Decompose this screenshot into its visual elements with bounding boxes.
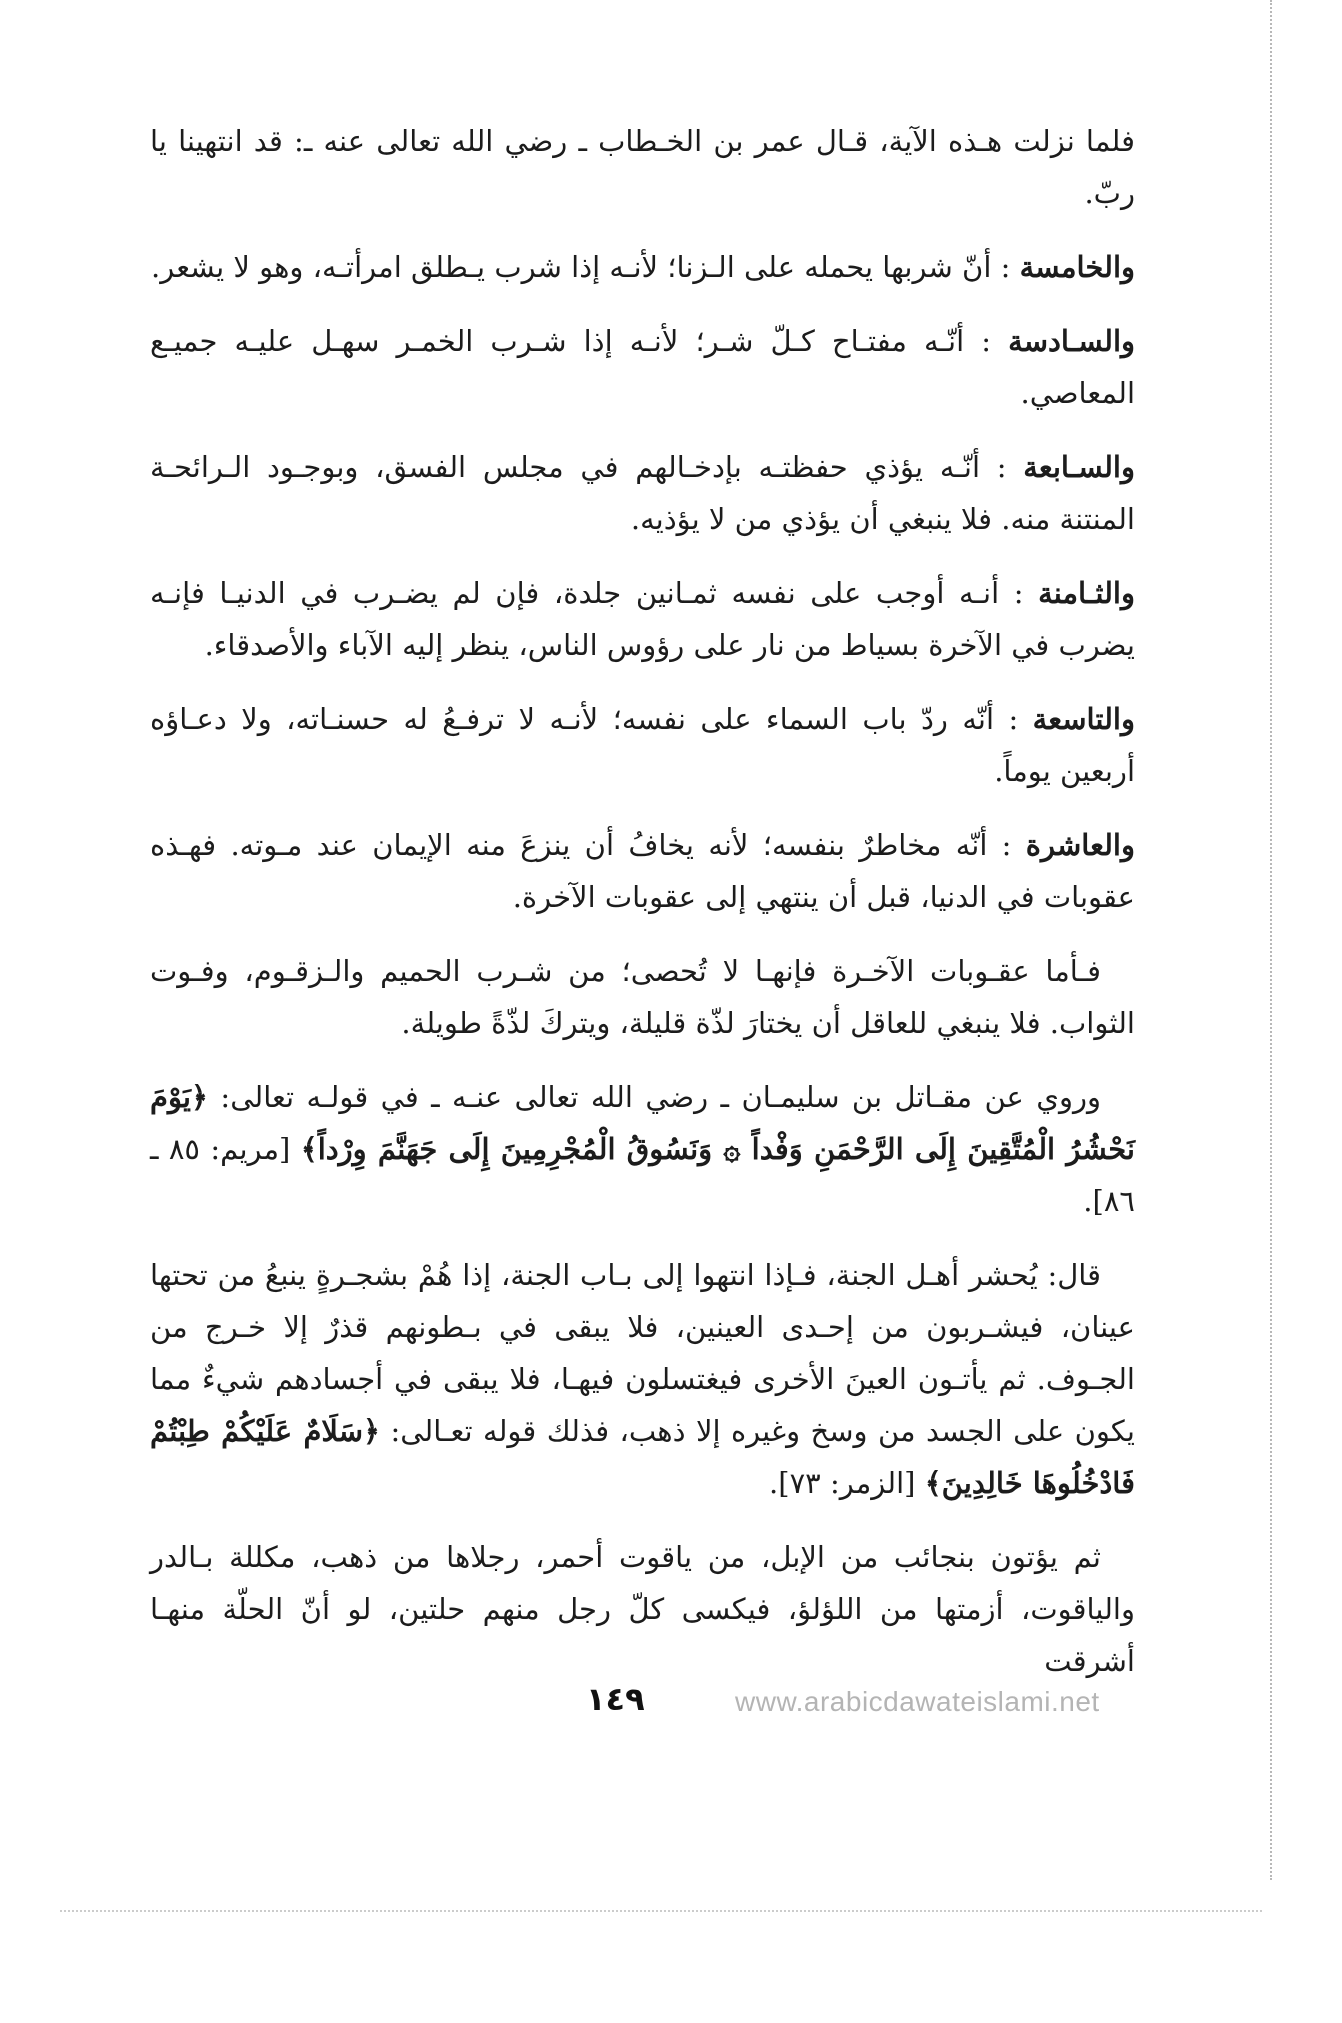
paragraph-text: وروي عن مقـاتل بن سليمـان ـ رضي الله تعالى عنـه ـ في قولـه تعالى: [208, 1080, 1101, 1114]
paragraph-tenth [150, 819, 1135, 923]
paragraph-afterlife-punishments: فـأما عقـوبات الآخـرة فإنهـا لا تُحصى؛ من شـرب الحميم والـزقـوم، وفـوت الثواب. فلا ينبغي للعاقل أن يختارَ لذّة قليلة، ويتركَ لذّةً طويلة. [150, 954, 1135, 1040]
page-edge-dotted-line [1270, 0, 1272, 1880]
quran-verse: ﴿سَلَامٌ عَلَيْكُمْ طِبْتُمْ فَادْخُلُوهَا خَالِدِينَ﴾ [150, 1414, 1135, 1500]
website-watermark: www.arabicdawateislami.net [735, 1686, 1100, 1717]
paragraph-text: : أنّـه مفتـاح كـلّ شـر؛ لأنـه إذا شـرب الخمـر سهـل عليـه جميـع المعاصي. [150, 324, 1135, 410]
paragraph-paradise-gathering [150, 1249, 1135, 1509]
paragraph-1 [150, 115, 1135, 219]
paragraph-text: قال: يُحشر أهـل الجنة، فـإذا انتهوا إلى بـاب الجنة، إذا هُمْ بشجـرةٍ ينبعُ من تحتها عينان، فيشـربون من إحـدى العينين، فلا يبقى في بـطونهم قذرٌ إلا خـرج من الجـوف. ثم يأتـون العينَ الأخرى فيغتسلون فيهـا، فلا يبقى في أجسادهم شيءٌ مما يكون على الجسد من وسخ وغيره إلا ذهب، فذلك قوله تعـالى: [150, 1258, 1135, 1448]
paragraph-text: : أنّ شربها يحمله على الـزنا؛ لأنـه إذا شرب يـطلق امرأتـه، وهو لا يشعر. [151, 250, 1011, 284]
paragraph-text: فلما نزلت هـذه الآية، قـال عمر بن الخـطاب ـ رضي الله تعالى عنه ـ: قد انتهينا يا ربّ. [150, 124, 1135, 210]
paragraph-muqatil-narration [150, 1071, 1135, 1227]
verse-reference: [الزمر: ٧٣]. [769, 1466, 925, 1500]
verse-reference: [مريم: ٨٥ ـ ٨٦]. [150, 1132, 1135, 1218]
page-footer [0, 1680, 1342, 1730]
paragraph-heading: والسـابعة [1023, 450, 1135, 484]
paragraph-fifth [150, 241, 1135, 293]
paragraph-heading: والعاشرة [1025, 828, 1135, 862]
paragraph-eighth [150, 567, 1135, 671]
bottom-dotted-line [60, 1910, 1262, 1912]
paragraph-sixth [150, 315, 1135, 419]
quran-verse: ﴿يَوْمَ نَحْشُرُ الْمُتَّقِينَ إِلَى الرَّحْمَنِ وَفْداً ۞ وَنَسُوقُ الْمُجْرِمِينَ إِلَى جَهَنَّمَ وِرْداً﴾ [150, 1080, 1135, 1166]
paragraph-ninth [150, 693, 1135, 797]
paragraph-heading: والسـادسة [1008, 324, 1136, 358]
paragraph-heading: والتاسعة [1032, 702, 1135, 736]
paragraph-text: : أنّه ردّ باب السماء على نفسه؛ لأنـه لا ترفـعُ له حسنـاته، ولا دعـاؤه أربعين يوماً. [150, 702, 1135, 788]
paragraph-heading: والثـامنة [1038, 576, 1135, 610]
paragraph-text: : أنّه مخاطرٌ بنفسه؛ لأنه يخافُ أن ينزعَ منه الإيمان عند مـوته. فهـذه عقوبات في الدنيا، قبل أن ينتهي إلى عقوبات الآخرة. [150, 828, 1135, 914]
paragraph-camels: ثم يؤتون بنجائب من الإبل، من ياقوت أحمر، رجلاها من ذهب، مكللة بـالدر والياقوت، أزمتها من اللؤلؤ، فيكسى كلّ رجل منهم حلتين، لو أنّ الحلّة منهـا أشرقت [150, 1540, 1135, 1678]
paragraph-text: : أنّـه يؤذي حفظتـه بإدخـالهم في مجلس الفسق، وبوجـود الـرائحـة المنتنة منه. فلا ينبغي أن يؤذي من لا يؤذيه. [150, 450, 1135, 536]
paragraph-heading: والخامسة [1019, 250, 1135, 284]
page-number: ١٤٩ [586, 1680, 645, 1718]
paragraph-text: : أنـه أوجب على نفسه ثمـانين جلدة، فإن لم يضـرب في الدنيـا فإنـه يضرب في الآخرة بسياط من نار على رؤوس الناس، ينظر إليه الآباء والأصدقاء. [150, 576, 1135, 662]
page-body [150, 115, 1135, 1709]
paragraph-seventh [150, 441, 1135, 545]
